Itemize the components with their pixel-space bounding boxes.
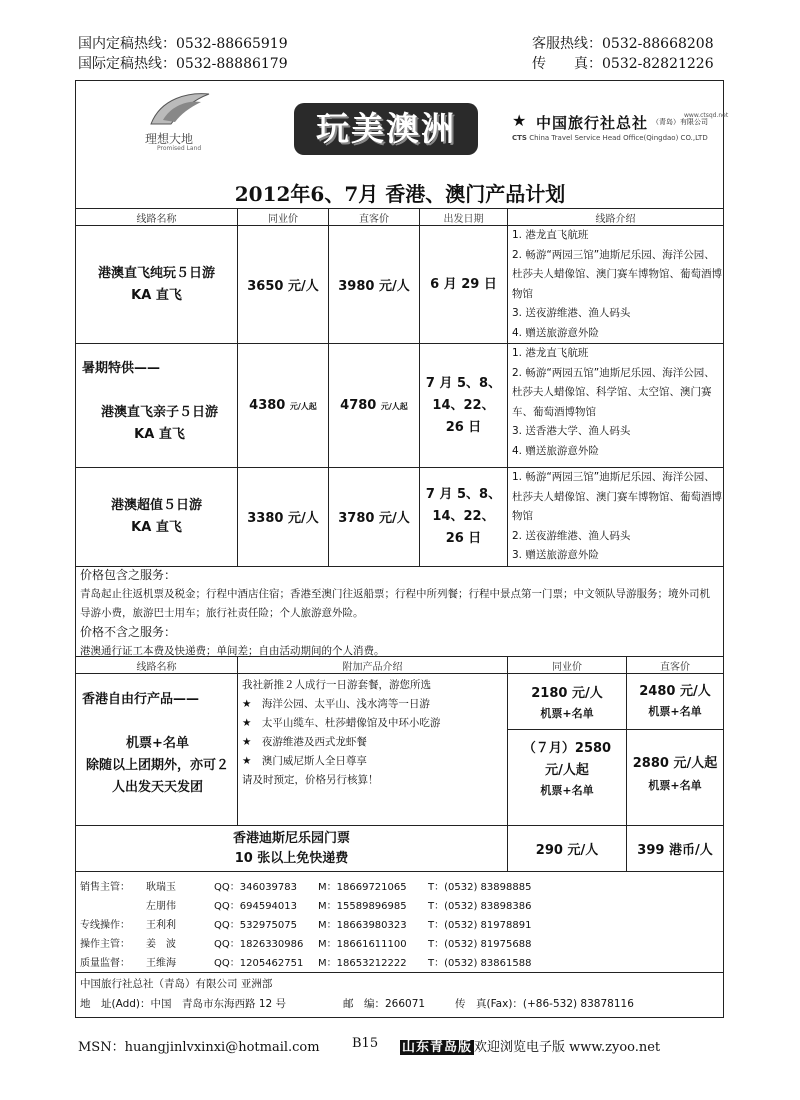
intro-lead: 我社新推２人成行一日游套餐，游您所选 (242, 679, 431, 691)
trade-price-1: 2180 元/人 (531, 686, 603, 701)
direct-price-unit: 元/人起 (380, 402, 408, 411)
addon-col-trade: 同业价 (508, 657, 627, 674)
intro-line: 2. 畅游“两园五馆”迪斯尼乐园、海洋公园、杜莎夫人蜡像馆、科学馆、太空馆、澳门赛车、葡萄酒博物馆 (512, 366, 715, 418)
disney-ticket (76, 826, 508, 872)
contact-role: 专线操作： (80, 920, 130, 931)
contact-name: 王维海 (146, 958, 176, 969)
freetour-direct (627, 674, 724, 826)
table-row (76, 468, 724, 567)
region-badge: 山东青岛版 (402, 1040, 473, 1055)
contact-tel: T：(0532) 81978891 (428, 920, 532, 931)
contact-tel: T：(0532) 81975688 (428, 939, 532, 950)
company-name: 中国旅行社总社（青岛）有限公司 亚洲部 (80, 978, 273, 990)
intro-item-text: 夜游维港及西式龙虾餐 (261, 736, 367, 748)
route-name (76, 468, 238, 567)
cts-logo (512, 111, 729, 152)
banner-title: 玩美澳洲 (294, 103, 478, 155)
col-date: 出发日期 (420, 209, 508, 226)
direct-price-1: 2480 元/人 (639, 684, 711, 699)
company-fax: 传 真(Fax)：(+86-532) 83878116 (455, 998, 634, 1010)
addon-header (76, 657, 724, 674)
intro-item-text: 海洋公园、太平山、浅水湾等一日游 (261, 698, 430, 710)
route-name (76, 226, 238, 344)
contact-qq: QQ：346039783 (214, 882, 298, 893)
route-line: KA 直飞 (134, 427, 185, 442)
direct-price-num: 4780 (340, 398, 377, 413)
contact-role: 操作主管： (80, 939, 130, 950)
intro-line: 3. 赠送旅游意外险 (512, 549, 599, 561)
trade-price-2a: （７月）2580 (522, 741, 612, 756)
contact-mobile: M：18653212222 (318, 958, 407, 969)
col-trade: 同业价 (238, 209, 329, 226)
trade-price-num: 4380 (249, 398, 286, 413)
intro-line: 1. 港龙直飞航班 (512, 347, 589, 359)
star-icon: ★ (242, 717, 252, 729)
company-postcode: 邮 编：266071 (343, 998, 426, 1010)
addon-col-direct: 直客价 (627, 657, 724, 674)
contact-qq: QQ：1205462751 (214, 958, 304, 969)
table-row (76, 344, 724, 468)
route-line: 港澳直飞纯玩５日游 (97, 265, 215, 281)
cts-abbr: CTS (512, 134, 527, 142)
contact-qq: QQ：1826330986 (214, 939, 304, 950)
disney-line: 10 张以上免快递费 (234, 850, 349, 866)
services-section (80, 566, 720, 661)
intro-line: 2. 畅游“两园三馆”迪斯尼乐园、海洋公园、杜莎夫人蜡像馆、澳门赛车博物馆、葡萄酒博物馆 (512, 248, 722, 300)
addon-table (75, 656, 724, 872)
cts-en: China Travel Service Head Office(Qingdao) CO.,LTD (529, 134, 708, 142)
intro-line: 1. 畅游“两园三馆”迪斯尼乐园、海洋公园、杜莎夫人蜡像馆、澳门赛车博物馆、葡萄酒博物馆 (512, 471, 722, 522)
product-line: 机票+名单 (126, 736, 189, 751)
plan-title: 2012年6、7月 香港、澳门产品计划 (234, 182, 566, 206)
col-direct: 直客价 (329, 209, 420, 226)
company-address: 地 址(Add)：中国 青岛市东海西路 12 号 (80, 998, 287, 1010)
contact-tel: T：(0532) 83898885 (428, 882, 532, 893)
star-icon: ★ (242, 736, 252, 748)
col-intro: 线路介绍 (508, 209, 724, 226)
route-line: 港澳直飞亲子５日游 (100, 405, 218, 420)
intro-line: 4. 赠送旅游意外险 (512, 444, 599, 457)
date-line: 26 日 (445, 419, 482, 435)
cts-url: www.ctsqd.net (684, 112, 729, 119)
trade-price-unit: 元/人起 (289, 402, 317, 411)
contact-name: 左朋伟 (146, 901, 176, 912)
trade-note-1: 机票+名单 (540, 707, 594, 720)
cts-suffix: （青岛）有限公司 (652, 118, 708, 126)
trade-price: 3380 元/人 (238, 468, 329, 567)
intro-item (242, 752, 503, 771)
route-prefix: 暑期特供—— (82, 361, 161, 376)
trade-price: 3650 元/人 (238, 226, 329, 344)
product-line: 除随以上团期外，亦可２ (85, 758, 229, 773)
divider (75, 972, 724, 973)
included-text: 青岛起止往返机票及税金；行程中酒店住宿；香港至澳门往返船票；行程中所列餐；行程中景点第一门票；中文领队导游服务；境外司机导游小费，旅游巴士用车；旅行社责任险；个人旅游意外险。 (80, 588, 710, 619)
hotline-fax: 传 真：0532-82821226 (532, 56, 714, 72)
intro-item (242, 714, 503, 733)
hotline-domestic: 国内定稿热线：0532-88665919 (78, 36, 288, 52)
addon-col-route: 线路名称 (76, 657, 238, 674)
disney-direct: 399 港币/人 (627, 826, 724, 872)
cts-name: 中国旅行社总社 (536, 114, 649, 132)
intro-line: 1. 港龙直飞航班 (512, 229, 589, 241)
direct-note-1: 机票+名单 (648, 705, 702, 718)
direct-note-2: 机票+名单 (648, 779, 702, 792)
contact-qq: QQ：532975075 (214, 920, 298, 931)
brand-sub: Promised Land (157, 145, 202, 152)
freetour-trade (508, 674, 627, 826)
star-icon: ★ (512, 111, 527, 130)
leaf-logo-icon (141, 90, 216, 130)
msn-contact: MSN：huangjinlvxinxi@hotmail.com (78, 1040, 320, 1055)
date-line: 14、22、 (432, 508, 495, 524)
depart-date (420, 344, 508, 468)
edition-footer (400, 1036, 660, 1055)
welcome-text: 欢迎浏览电子版 www.zyoo.net (474, 1040, 661, 1055)
contact-mobile: M：18669721065 (318, 882, 407, 893)
trade-price (238, 344, 329, 468)
addon-row (76, 826, 724, 872)
route-intro (508, 344, 724, 468)
hotline-service: 客服热线：0532-88668208 (532, 36, 714, 52)
trade-price-2b: 元/人起 (545, 763, 589, 778)
intro-line: 3. 送香港大学、渔人码头 (512, 425, 631, 437)
intro-item-text: 澳门威尼斯人全日尊享 (261, 755, 367, 767)
contact-name: 姜 波 (146, 939, 176, 950)
date-line: 26 日 (445, 530, 482, 546)
route-intro (508, 226, 724, 344)
contact-mobile: M：18661611100 (318, 939, 407, 950)
freetour-product (76, 674, 238, 826)
intro-tail: 请及时预定，价格另行核算！ (242, 774, 379, 786)
route-line: KA 直飞 (131, 519, 182, 535)
intro-line: 4. 赠送旅游意外险 (512, 326, 599, 339)
intro-item-text: 太平山缆车、杜莎蜡像馆及中环小吃游 (261, 717, 441, 729)
page-number: B15 (352, 1036, 379, 1051)
contact-role: 销售主管： (80, 882, 130, 893)
route-line: KA 直飞 (131, 287, 182, 303)
contact-tel: T：(0532) 83861588 (428, 958, 532, 969)
star-icon: ★ (242, 755, 252, 767)
route-table (75, 208, 724, 567)
contact-mobile: M：15589896985 (318, 901, 407, 912)
direct-price: 3780 元/人 (329, 468, 420, 567)
brand-name: 理想大地 (145, 132, 194, 146)
date-line: 7 月 5、8、 (425, 375, 502, 391)
direct-price (329, 344, 420, 468)
addon-row (76, 674, 724, 826)
contact-tel: T：(0532) 83898386 (428, 901, 532, 912)
star-icon: ★ (242, 698, 252, 710)
direct-price: 3980 元/人 (329, 226, 420, 344)
intro-item (242, 733, 503, 752)
disney-trade: 290 元/人 (508, 826, 627, 872)
table-header (76, 209, 724, 226)
excluded-text: 港澳通行证工本费及快递费；单间差；自由活动期间的个人消费。 (80, 645, 385, 657)
contact-mobile: M：18663980323 (318, 920, 407, 931)
col-route: 线路名称 (76, 209, 238, 226)
disney-line: 香港迪斯尼乐园门票 (232, 830, 350, 846)
intro-line: 2. 送夜游维港、渔人码头 (512, 529, 631, 542)
route-name (76, 344, 238, 468)
hotline-international: 国际定稿热线：0532-88886179 (78, 56, 288, 72)
intro-line: 3. 送夜游维港、渔人码头 (512, 307, 631, 319)
date-line: 14、22、 (432, 397, 495, 413)
contact-qq: QQ：694594013 (214, 901, 298, 912)
intro-item (242, 695, 503, 714)
included-title: 价格包含之服务： (80, 568, 177, 582)
date-line: 7 月 5、8、 (425, 486, 502, 502)
excluded-title: 价格不含之服务： (80, 625, 177, 639)
contact-name: 耿瑞玉 (146, 882, 176, 893)
addon-col-intro: 附加产品介绍 (238, 657, 508, 674)
depart-date (420, 468, 508, 567)
promised-land-logo (141, 90, 216, 152)
route-intro (508, 468, 724, 567)
trade-note-2: 机票+名单 (540, 784, 594, 797)
direct-price-2: 2880 元/人起 (632, 756, 718, 771)
contact-name: 王利利 (146, 920, 176, 931)
table-row (76, 226, 724, 344)
product-line: 人出发天天发团 (111, 780, 203, 795)
cts-sub (512, 134, 708, 142)
contact-role: 质量监督： (80, 958, 130, 969)
date-line: 6 月 29 日 (430, 276, 497, 292)
product-title: 香港自由行产品—— (82, 692, 200, 707)
depart-date (420, 226, 508, 344)
route-line: 港澳超值５日游 (110, 497, 202, 513)
freetour-intro (238, 674, 508, 826)
